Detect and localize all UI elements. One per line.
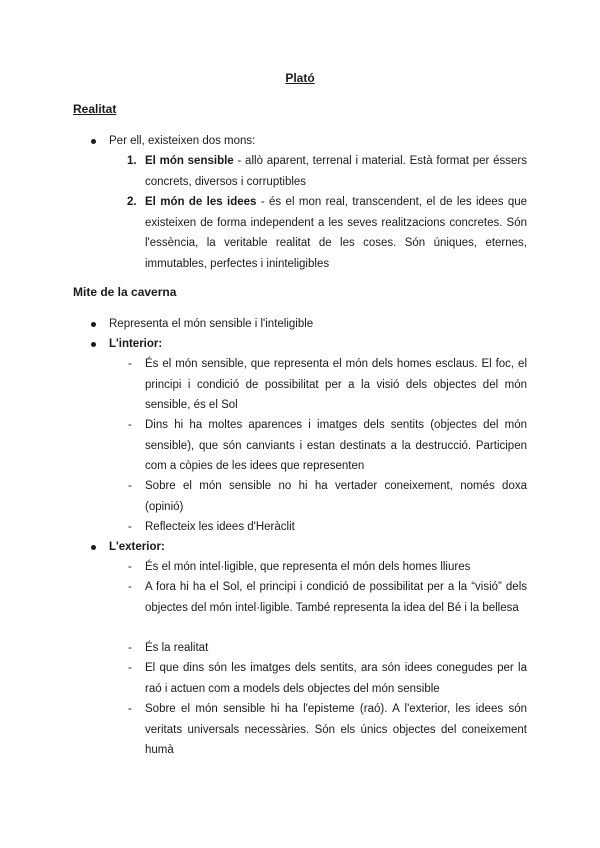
item-term: El món sensible [145,155,234,167]
dash-text: És el món intel·ligible, que representa el món dels homes lliures [145,561,471,573]
dash-text: Sobre el món sensible hi ha l'episteme (raó). A l'exterior, les idees són veritats universals necessàries. Són els únics objectes del coneixement humà [145,703,527,756]
section-heading-realitat: Realitat [73,102,117,116]
bullet-item-interior [109,334,529,355]
bullet-text: Per ell, existeixen dos mons: [109,135,256,147]
bullet-item-exterior [109,537,529,558]
dash-text: A fora hi ha el Sol, el principi i condició de possibilitat per a la “visió” dels objectes del món intel·ligible. També representa la idea del Bé i la bellesa [145,581,527,614]
item-text: - allò aparent, terrenal i material. Està format per éssers concrets, diversos i corruptibles [145,155,527,188]
dash-text: Sobre el món sensible no hi ha vertader coneixement, només doxa (opinió) [145,480,527,513]
dash-text: El que dins són les imatges dels sentits, ara són idees conegudes per la raó i actuen com a models dels objectes del món sensible [145,662,527,695]
bullet-item [109,131,529,152]
bullet-label: L'exterior: [109,541,165,553]
dash-item [145,658,527,699]
dash-text: Dins hi ha moltes aparences i imatges dels sentits (objectes del món sensible), que són canviants i estan destinats a la destrucció. Participen com a còpies de les idees que representen [145,419,527,472]
numbered-item-1 [127,151,527,192]
document-title: Plató [285,71,315,85]
dash-item [145,638,527,659]
dash-text: Reflecteix les idees d'Heràclit [145,521,295,533]
item-text: - és el mon real, transcendent, el de les idees que existeixen de forma independent a les seves realitzacions concretes. Són l'essència, la veritable realitat de les coses. Són úniques, eternes, immutables, perfectes i ininteligibles [145,196,528,270]
bullet-text: Representa el món sensible i l'inteligible [109,318,314,330]
dash-item [145,699,527,761]
dash-item [145,557,527,578]
dash-text: És la realitat [145,642,209,654]
dash-item [145,517,527,538]
item-number: 2. [127,196,137,208]
dash-item [145,415,527,477]
item-term: El món de les idees [145,196,257,208]
section-heading-mite: Mite de la caverna [73,285,177,299]
numbered-item-2 [127,192,528,274]
dash-item [145,577,527,618]
dash-item [145,354,527,416]
dash-text: És el món sensible, que representa el món dels homes esclaus. El foc, el principi i condició de possibilitat per a la visió dels objectes del món sensible, és el Sol [145,358,527,411]
item-number: 1. [127,155,137,167]
bullet-label: L'interior: [109,338,163,350]
dash-item [145,476,527,517]
bullet-item [109,314,529,335]
